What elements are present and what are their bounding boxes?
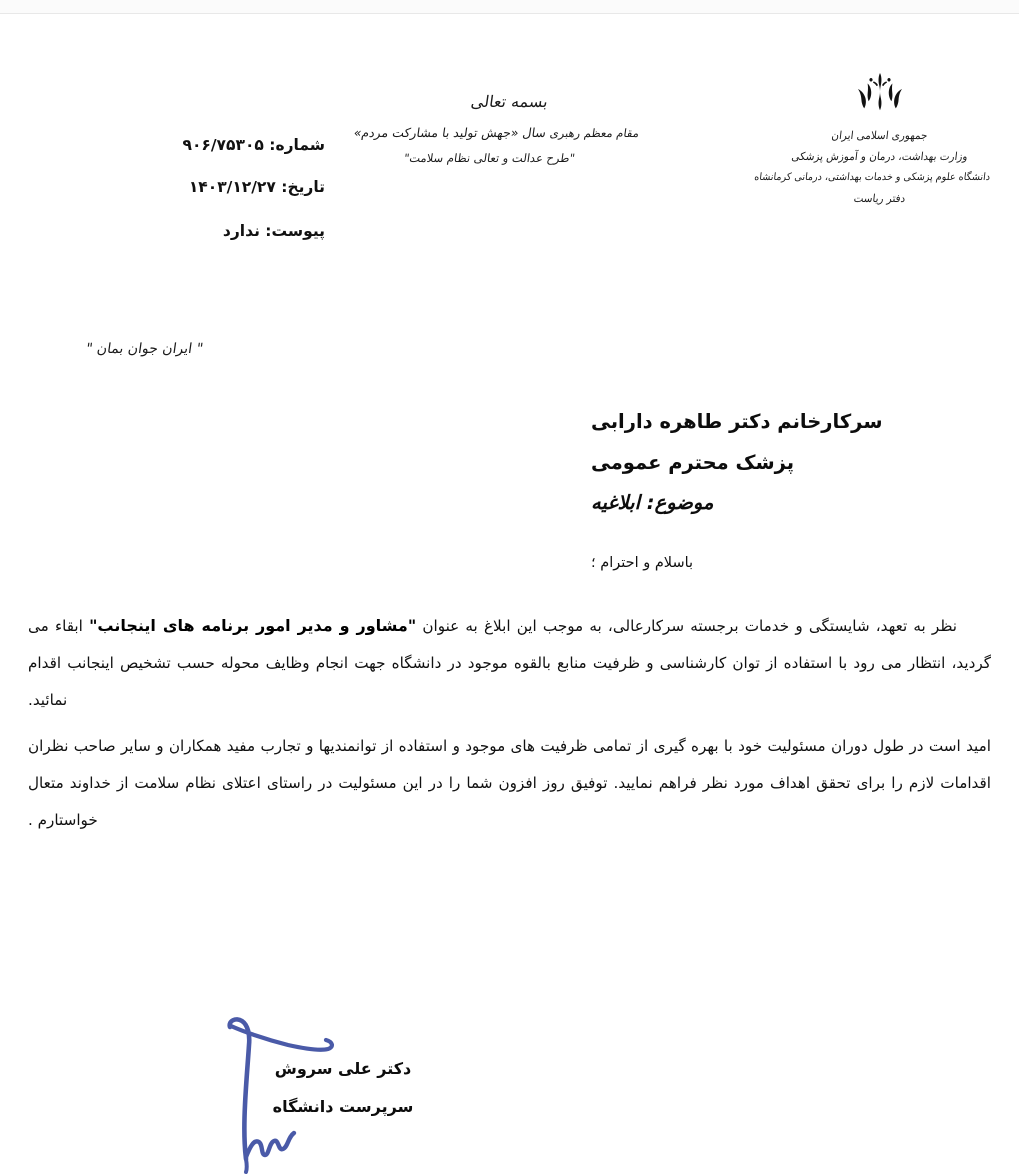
letter-number: شماره: ۹۰۶/۷۵۳۰۵: [182, 136, 325, 154]
letter-body: [28, 606, 991, 847]
body-paragraph-2: امید است در طول دوران مسئولیت خود با بهره گیری از تمامی ظرفیت های موجود و استفاده از توانمندیها و تجارب مفید همکاران و سایر صاحب نظران اقدامات لازم را برای تحقق اهداف مورد نظر فراهم نمایید. توفیق روز افزون شما را در این مسئولیت در راستای اعتلای نظام سلامت از خداوند متعال خواستارم .: [28, 736, 991, 830]
viewer-top-bar: [0, 0, 1019, 14]
letter-meta: [75, 136, 325, 264]
iran-slogan: " ایران جوان بمان ": [84, 341, 205, 357]
letterhead-line-office: دفتر ریاست: [853, 191, 907, 205]
appointment-title: "مشاور و مدیر امور برنامه های اینجانب": [89, 616, 417, 635]
recipient-block: [591, 412, 991, 534]
paragraph1-before: نظر به تعهد، شایستگی و خدمات برجسته سرکارعالی، به موجب این ابلاغ به عنوان: [416, 617, 957, 635]
letter-attachment: پیوست: ندارد: [222, 222, 325, 240]
paragraph1-after: ابقاء می گردید، انتظار می رود با استفاده از توان کارشناسی و ظرفیت منابع بالقوه موجود در دانشگاه جهت انجام وظایف محوله حسب تشخیص اینجانب اقدام نمائید.: [28, 617, 991, 710]
recipient-title: پزشک محترم عمومی: [591, 450, 795, 474]
letterhead-line-country: جمهوری اسلامی ایران: [830, 129, 929, 142]
year-slogan: سال «جهش تولید با مشارکت مردم»: [352, 125, 548, 140]
recipient-name: سرکارخانم دکتر طاهره دارابی: [591, 410, 883, 433]
letterhead-line-ministry: وزارت بهداشت، درمان و آموزش پزشکی: [790, 150, 969, 164]
signatory-title: سرپرست دانشگاه: [272, 1097, 414, 1116]
body-paragraph-1: [28, 606, 991, 720]
signatory-name: دکتر علی سروش: [274, 1059, 412, 1078]
plan-slogan: "طرح عدالت و تعالی نظام سلامت": [403, 151, 576, 165]
letterhead-line-university: دانشگاه علوم پزشکی و خدمات بهداشتی، درمانی کرمانشاه: [753, 171, 991, 183]
signature-block: [210, 1009, 470, 1175]
basmala-text: بسمه تعالی: [469, 92, 550, 111]
letter-date: تاریخ: ۱۴۰۳/۱۲/۲۷: [188, 178, 325, 196]
letter-subject: موضوع: ابلاغیه: [591, 491, 714, 514]
greeting-text: باسلام و احترام ؛: [591, 555, 694, 571]
signature-names: [248, 1061, 438, 1137]
letter-page: [0, 14, 1019, 1175]
leader-attribution: مقام معظم رهبری: [548, 126, 641, 140]
